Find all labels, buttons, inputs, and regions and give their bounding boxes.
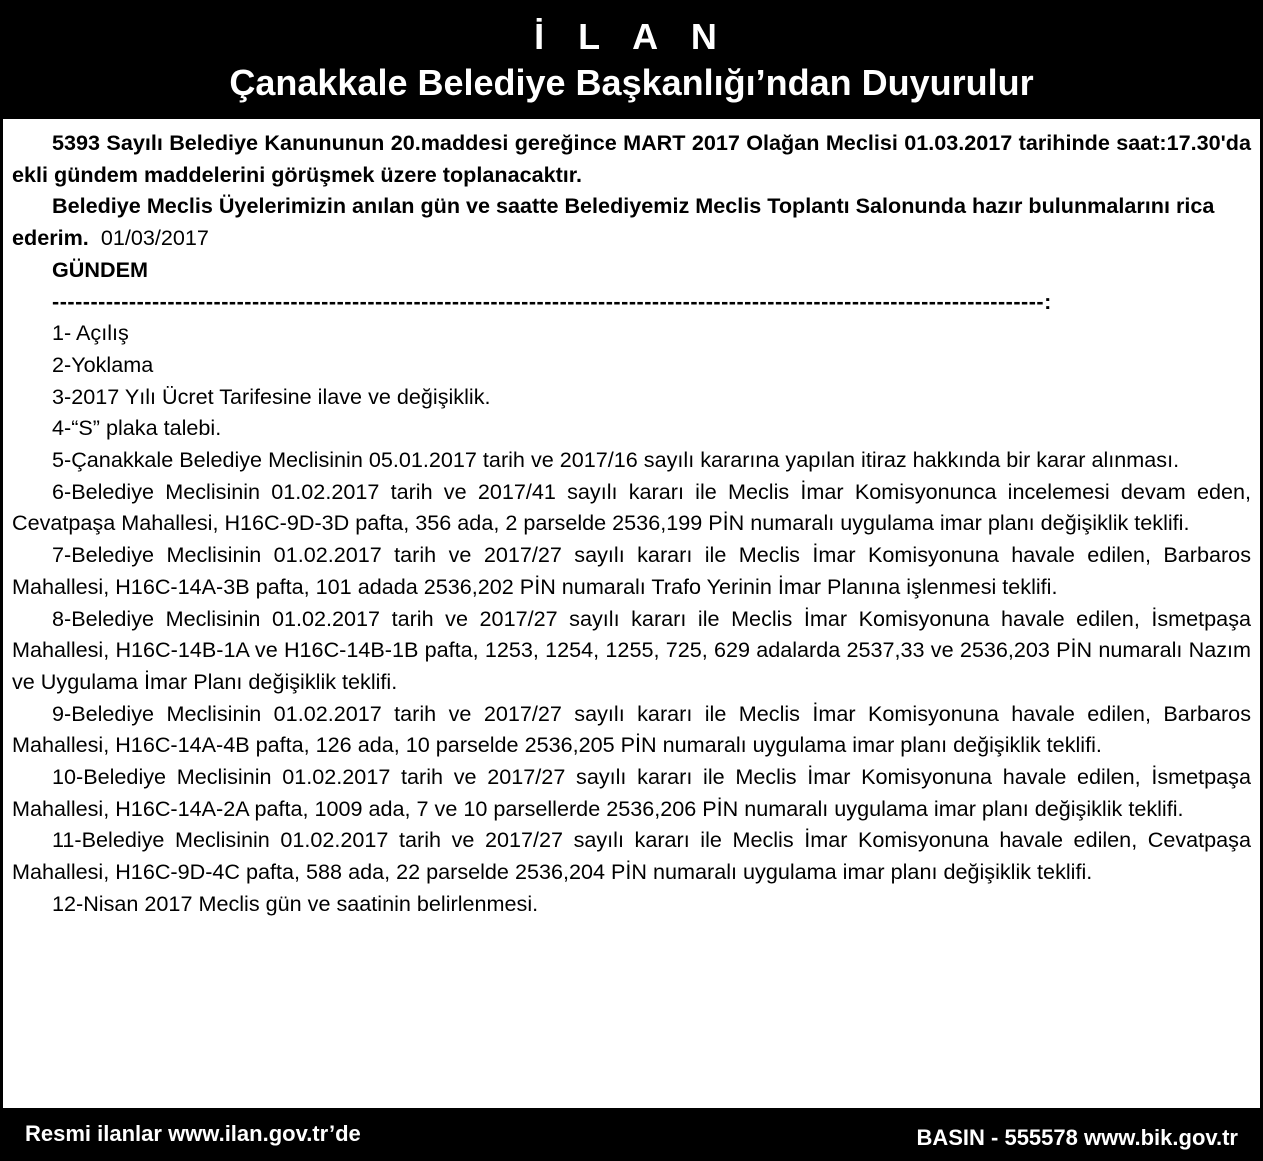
agenda-item: 3-2017 Yılı Ücret Tarifesine ilave ve değişiklik. [52, 383, 491, 409]
agenda-item: 5-Çanakkale Belediye Meclisinin 05.01.2017 tarih ve 2017/16 sayılı kararına yapılan itiraz hakkında bir karar alınması. [52, 447, 1180, 473]
footer-press-code: BASIN - 555578 www.bik.gov.tr [916, 1125, 1238, 1150]
agenda-item: 10-Belediye Meclisinin 01.02.2017 tarih ve 2017/27 sayılı kararı ile Meclis İmar Komisyonuna havale edilen, İsmetpaşa Mahallesi, H16C-14A-2A pafta, 1009 ada, 7 ve 10 parsellerde 2536,206 PİN numaralı uygulama imar planı değişiklik teklifi. [12, 764, 1251, 821]
agenda-item: 7-Belediye Meclisinin 01.02.2017 tarih ve 2017/27 sayılı kararı ile Meclis İmar Komisyonuna havale edilen, Barbaros Mahallesi, H16C-14A-3B pafta, 101 adada 2536,202 PİN numaralı Trafo Yerinin İmar Planına işlenmesi teklifi. [12, 542, 1251, 599]
agenda-item: 4-“S” plaka talebi. [52, 415, 222, 441]
agenda-item: 2-Yoklama [52, 351, 154, 377]
agenda-item: 6-Belediye Meclisinin 01.02.2017 tarih ve 2017/41 sayılı kararı ile Meclis İmar Komisyonunca incelemesi devam eden, Cevatpaşa Mahallesi, H16C-9D-3D pafta, 356 ada, 2 parselde 2536,199 PİN numaralı uygulama imar planı değişiklik teklifi. [12, 478, 1251, 536]
announcement-title: İ L A N [534, 16, 729, 57]
header-banner [3, 3, 1260, 119]
intro-paragraph-2 [12, 190, 1251, 253]
announcement-body [3, 119, 1260, 920]
agenda-item: 11-Belediye Meclisinin 01.02.2017 tarih ve 2017/27 sayılı kararı ile Meclis İmar Komisyonuna havale edilen, Cevatpaşa Mahallesi, H16C-9D-4C pafta, 588 ada, 22 parselde 2536,204 PİN numaralı uygulama imar planı değişiklik teklifi. [12, 827, 1251, 885]
agenda-item: 8-Belediye Meclisinin 01.02.2017 tarih ve 2017/27 sayılı kararı ile Meclis İmar Komisyonuna havale edilen, İsmetpaşa Mahallesi, H16C-14B-1A ve H16C-14B-1B pafta, 1253, 1254, 1255, 725, 629 adalarda 2537,33 ve 2536,203 PİN numaralı Nazım ve Uygulama İmar Planı değişiklik teklifi. [12, 605, 1251, 694]
agenda-divider: ---------------------------------------------------------------------------------------------------------------------------------: [52, 288, 1052, 314]
agenda-heading: GÜNDEM [52, 256, 148, 282]
footer-official-ads-link: Resmi ilanlar www.ilan.gov.tr’de [25, 1121, 361, 1146]
footer-bar [3, 1108, 1260, 1158]
intro-paragraph-1: 5393 Sayılı Belediye Kanununun 20.maddesi gereğince MART 2017 Olağan Meclisi 01.03.2017 tarihinde saat:17.30'da ekli gündem maddelerini görüşmek üzere toplanacaktır. [12, 130, 1251, 187]
announcement-subtitle: Çanakkale Belediye Başkanlığı’ndan Duyurulur [229, 62, 1034, 103]
intro-paragraph-2-text: Belediye Meclis Üyelerimizin anılan gün ve saatte Belediyemiz Meclis Toplantı Salonunda hazır bulunmalarını rica ederim. [12, 193, 1215, 251]
agenda-item: 12-Nisan 2017 Meclis gün ve saatinin belirlenmesi. [52, 890, 539, 916]
intro-date: 01/03/2017 [100, 225, 209, 251]
agenda-item: 9-Belediye Meclisinin 01.02.2017 tarih ve 2017/27 sayılı kararı ile Meclis İmar Komisyonuna havale edilen, Barbaros Mahallesi, H16C-14A-4B pafta, 126 ada, 10 parselde 2536,205 PİN numaralı uygulama imar planı değişiklik teklifi. [12, 700, 1251, 758]
agenda-item: 1- Açılış [52, 320, 129, 346]
